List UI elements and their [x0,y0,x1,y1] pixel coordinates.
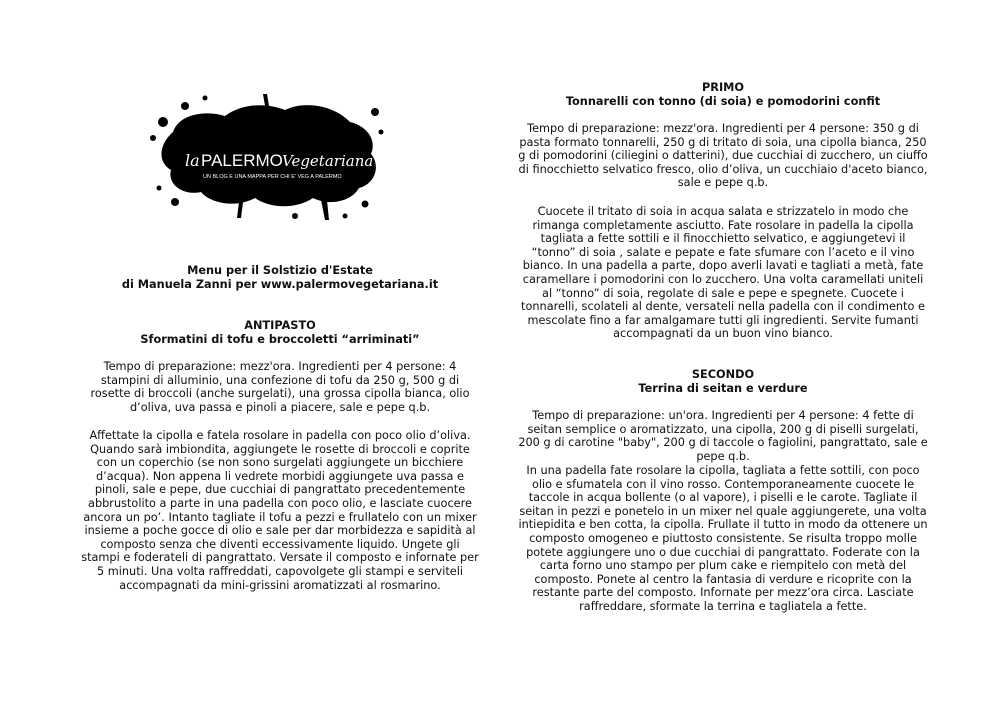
secondo-heading [518,368,928,395]
primo-course: PRIMO [701,81,745,94]
menu-header [80,264,480,291]
logo-brand-prefix: la [185,151,200,170]
palermo-vegetariana-logo [145,92,385,222]
primo-ingredients-text: Tempo di preparazione: mezz'ora. Ingredienti per 4 persone: 350 g di pasta formato tonnarelli, 250 g di tritato di soia, una cipolla bianca, 250 g di pomodorini (ciliegini o datterini), due cucchiai di zucchero, un ciuffo di finocchietto selvatico fresco, olio d’oliva, un cucchiaio d'aceto bianco, sale e pepe q.b. [518,122,928,190]
primo-method-text: Cuocete il tritato di soia in acqua salata e strizzatelo in modo che rimanga completamente asciutto. Fate rosolare in padella la cipolla tagliata a fette sottili e il finocchietto selvatico, e aggiungetevi il “tonno” di soia , salate e pepate e fate sfumare con l’aceto e il vino bianco. In una padella a parte, dopo averli lavati e tagliati a metà, fate caramellare i pomodorini con lo zucchero. Una volta caramellati uniteli al “tonno” di soia, regolate di sale e pepe e spegnete. Cuocete i tonnarelli, scolateli al dente, versateli nella padella con il condimento e mescolate fino a far amalgamare tutti gli ingredienti. Servite fumanti accompagnati da un buon vino bianco. [521,205,925,341]
logo-brand-name: PALERMO [201,151,283,170]
primo-dish: Tonnarelli con tonno (di soia) e pomodorini confit [565,94,881,108]
menu-byline: di Manuela Zanni per www.palermovegetariana.it [121,277,439,291]
primo-method [518,205,928,341]
secondo-course: SECONDO [691,368,755,381]
logo-tagline: UN BLOG E UNA MAPPA PER CHI E' VEG A PALERMO [203,174,342,180]
antipasto-method-text: Affettate la cipolla e fatela rosolare in padella con poco olio d’oliva. Quando sarà imbiondita, aggiungete le rosette di broccoli e coprite con un coperchio (se non sono surgelati aggiungete un bicchiere d’acqua). Non appena li vedrete morbidi aggiungete uva passa e pinoli, sale e pepe, due cucchiai di pangrattato precedentemente abbrustolito a parte in una padella con poco olio, e lasciate cuocere ancora un po’. Intanto tagliate il tofu a pezzi e frullatelo con un mixer insieme a poche gocce di olio e sale per dar morbidezza e sapidità al composto senza che diventi eccessivamente liquido. Ungete gli stampi e foderateli di pangrattato. Versate il composto e infornate per 5 minuti. Una volta raffreddati, capovolgete gli stampi e serviteli accompagnati da mini-grissini aromatizzati al rosmarino. [81,429,479,592]
logo-brand-suffix: Vegetariana [282,152,374,170]
antipasto-ingredients [80,360,480,414]
primo-ingredients [518,122,928,190]
menu-title: Menu per il Solstizio d'Estate [187,264,373,277]
antipasto-method [80,429,480,592]
antipasto-course: ANTIPASTO [244,319,316,332]
secondo-ingredients-text: Tempo di preparazione: un'ora. Ingredienti per 4 persone: 4 fette di seitan semplice o aromatizzato, una cipolla, 200 g di piselli surgelati, 200 g di carotine "baby", 200 g di taccole o fagiolini, pangrattato, sale e pepe q.b. [518,409,928,463]
secondo-method-text: In una padella fate rosolare la cipolla, tagliata a fette sottili, con poco olio e sfumatela con il vino rosso. Contemporaneamente cuocete le taccole in acqua bollente (o al vapore), i piselli e le carote. Tagliate il seitan in pezzi e ponetelo in un mixer nel quale aggiungerete, una volta intiepidita e ben cotta, la cipolla. Frullate il tutto in modo da ottenere un composto omogeneo e piuttosto consistente. Se risulta troppo molle potete aggiungere uno o due cucchiai di pangrattato. Foderate con la carta forno uno stampo per plum cake e riempitelo con metà del composto. Ponete al centro la fantasia di verdure e ricoprite con la restante parte del composto. Infornate per mezz’ora circa. Lasciate raffreddare, sformate la terrina e tagliatela a fette. [518,464,928,613]
secondo-ingredients [518,409,928,463]
antipasto-dish: Sformatini di tofu e broccoletti “arriminati” [140,332,420,346]
secondo-method [518,464,928,614]
antipasto-ingredients-text: Tempo di preparazione: mezz'ora. Ingredienti per 4 persone: 4 stampini di alluminio, una confezione di tofu da 250 g, 500 g di rosette di broccoli (anche surgelati), una grossa cipolla bianca, olio d’oliva, uva passa e pinoli a piacere, sale e pepe q.b. [90,360,470,414]
antipasto-heading [80,319,480,346]
secondo-dish: Terrina di seitan e verdure [638,381,808,395]
primo-heading [518,81,928,108]
ink-splash-logo-graphic [145,92,385,222]
